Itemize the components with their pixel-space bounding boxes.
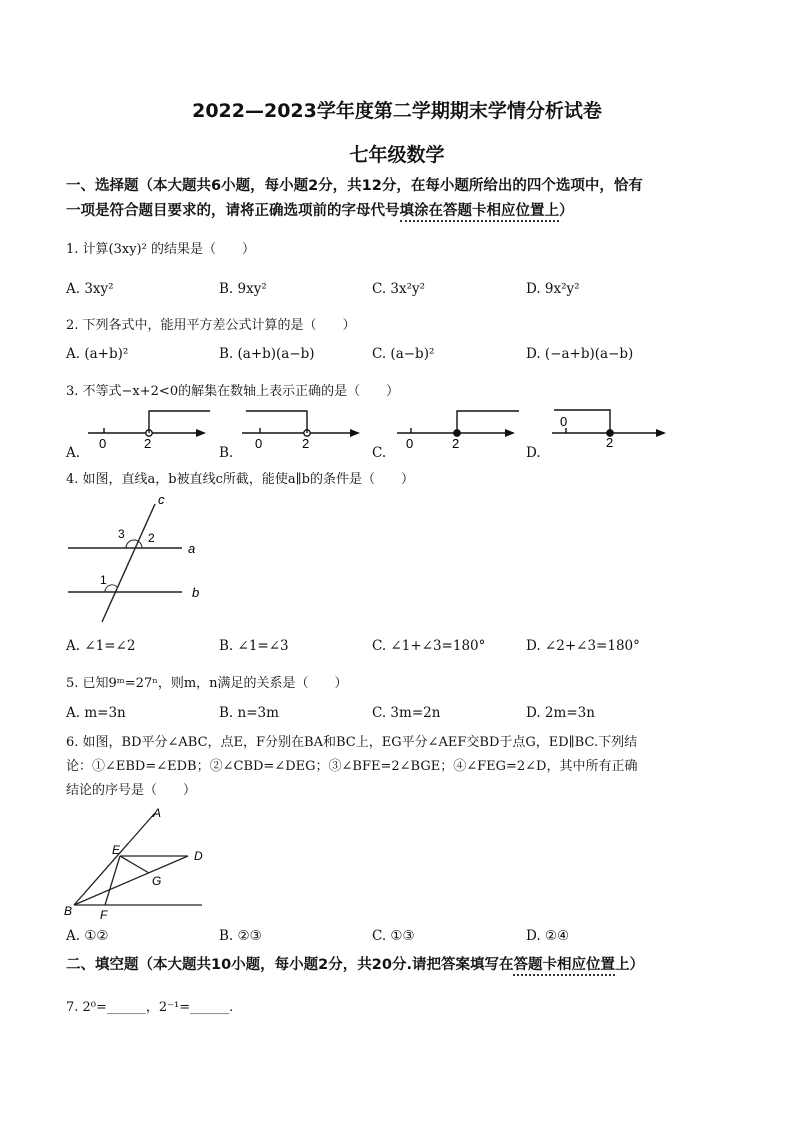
q6-stem-line3: 结论的序号是（ ）: [66, 783, 197, 798]
q6-option-c[interactable]: C. ①③: [372, 928, 415, 944]
numberline-a: [82, 405, 212, 455]
label-0: 0: [406, 436, 414, 451]
solution-bracket: [457, 411, 519, 433]
section1-text-a: 一项是符合题目要求的，请将正确选项前的字母代号: [66, 203, 400, 219]
figure-q4: [60, 490, 220, 625]
section1-header-line1: 一、选择题（本大题共6小题，每小题2分，共12分，在每小题所给出的四个选项中，恰有: [66, 178, 643, 194]
label-2: 2: [452, 436, 460, 451]
label-2: 2: [144, 436, 152, 451]
point-a: A: [153, 806, 162, 820]
q5-option-b[interactable]: B. n=3m: [219, 705, 279, 721]
q3-stem: 3. 不等式−x+2<0的解集在数轴上表示正确的是（ ）: [66, 384, 400, 399]
q1-option-c[interactable]: C. 3x²y²: [372, 281, 426, 297]
point-e: E: [112, 843, 121, 857]
label-a: a: [188, 541, 196, 556]
q4-option-b[interactable]: B. ∠1=∠3: [219, 638, 289, 654]
q4-option-c[interactable]: C. ∠1+∠3=180°: [372, 638, 486, 654]
line-ef: [105, 856, 120, 905]
q6-stem-line1: 6. 如图，BD平分∠ABC，点E，F分别在BA和BC上，EG平分∠AEF交BD于点G，ED∥BC.下列结: [66, 735, 638, 750]
section1-text-b: ）: [559, 203, 574, 219]
figure-q6: [60, 803, 220, 923]
q3-option-d[interactable]: D.: [526, 445, 541, 461]
q2-option-d[interactable]: D. (−a+b)(a−b): [526, 346, 634, 362]
section1-header: [66, 174, 643, 195]
label-0: 0: [99, 436, 107, 451]
label-2: 2: [606, 435, 614, 450]
section1-emphasis: 填涂在答题卡相应位置上: [400, 203, 560, 222]
q6-stem-line2: 论：①∠EBD=∠EDB；②∠CBD=∠DEG；③∠BFE=2∠BGE；④∠FEG=2∠D，其中所有正确: [66, 759, 638, 774]
line-ba: [74, 813, 155, 905]
q6-option-d[interactable]: D. ②④: [526, 928, 570, 944]
section1-header-line2: [66, 199, 574, 220]
arrow-head: [350, 429, 360, 437]
point-b: B: [64, 904, 73, 918]
angle-label-2: 2: [148, 531, 155, 545]
label-c: c: [158, 492, 165, 507]
numberline-b: [236, 405, 366, 455]
exam-title: 2022—2023学年度第二学期期末学情分析试卷: [192, 100, 602, 122]
q1-stem: 1. 计算(3xy)² 的结果是（ ）: [66, 242, 255, 257]
section2-text-b: 上）: [614, 957, 644, 973]
q4-option-a[interactable]: A. ∠1=∠2: [66, 638, 136, 654]
q5-option-a[interactable]: A. m=3n: [66, 705, 126, 721]
arrow-head: [196, 429, 206, 437]
q3-option-c[interactable]: C.: [372, 445, 387, 461]
point-g: G: [152, 874, 162, 888]
q2-option-b[interactable]: B. (a+b)(a−b): [219, 346, 315, 362]
q7-stem: 7. 2⁰=______，2⁻¹=______.: [66, 1000, 234, 1015]
arrow-head: [505, 429, 515, 437]
section2-text-a: 二、填空题（本大题共10小题，每小题2分，共20分.请把答案填写在: [66, 957, 514, 973]
q6-option-a[interactable]: A. ①②: [66, 928, 109, 944]
section2-emphasis: 答题卡相应位置: [513, 957, 615, 976]
q4-option-d[interactable]: D. ∠2+∠3=180°: [526, 638, 640, 654]
q2-option-c[interactable]: C. (a−b)²: [372, 346, 435, 362]
arrow-head: [656, 429, 666, 437]
solution-bracket: [246, 411, 307, 433]
solution-bracket: [149, 411, 210, 433]
line-bd: [74, 856, 188, 905]
q2-option-a[interactable]: A. (a+b)²: [66, 346, 129, 362]
q4-stem: 4. 如图，直线a，b被直线c所截，能使a∥b的条件是（ ）: [66, 472, 414, 487]
q6-option-b[interactable]: B. ②③: [219, 928, 262, 944]
section2-header: [66, 953, 644, 974]
q1-option-a[interactable]: A. 3xy²: [66, 281, 114, 297]
angle-label-3: 3: [118, 527, 125, 541]
angle-label-1: 1: [100, 573, 107, 587]
numberline-c: [391, 405, 521, 455]
q3-option-a[interactable]: A.: [66, 445, 81, 461]
q5-stem: 5. 已知9ᵐ=27ⁿ，则m，n满足的关系是（ ）: [66, 676, 348, 691]
line-eg: [120, 856, 149, 873]
numberline-d: [546, 400, 671, 450]
q1-option-d[interactable]: D. 9x²y²: [526, 281, 580, 297]
label-2: 2: [302, 436, 310, 451]
angle-arc-2-3: [126, 540, 142, 548]
q2-stem: 2. 下列各式中，能用平方差公式计算的是（ ）: [66, 318, 356, 333]
label-0: 0: [255, 436, 263, 451]
exam-subtitle: 七年级数学: [349, 144, 445, 166]
line-c: [102, 504, 155, 622]
label-0: 0: [560, 414, 568, 429]
point-f: F: [100, 908, 108, 922]
q5-option-d[interactable]: D. 2m=3n: [526, 705, 595, 721]
q1-option-b[interactable]: B. 9xy²: [219, 281, 267, 297]
point-d: D: [194, 849, 203, 863]
q3-option-b[interactable]: B.: [219, 445, 234, 461]
label-b: b: [192, 585, 200, 600]
q5-option-c[interactable]: C. 3m=2n: [372, 705, 441, 721]
